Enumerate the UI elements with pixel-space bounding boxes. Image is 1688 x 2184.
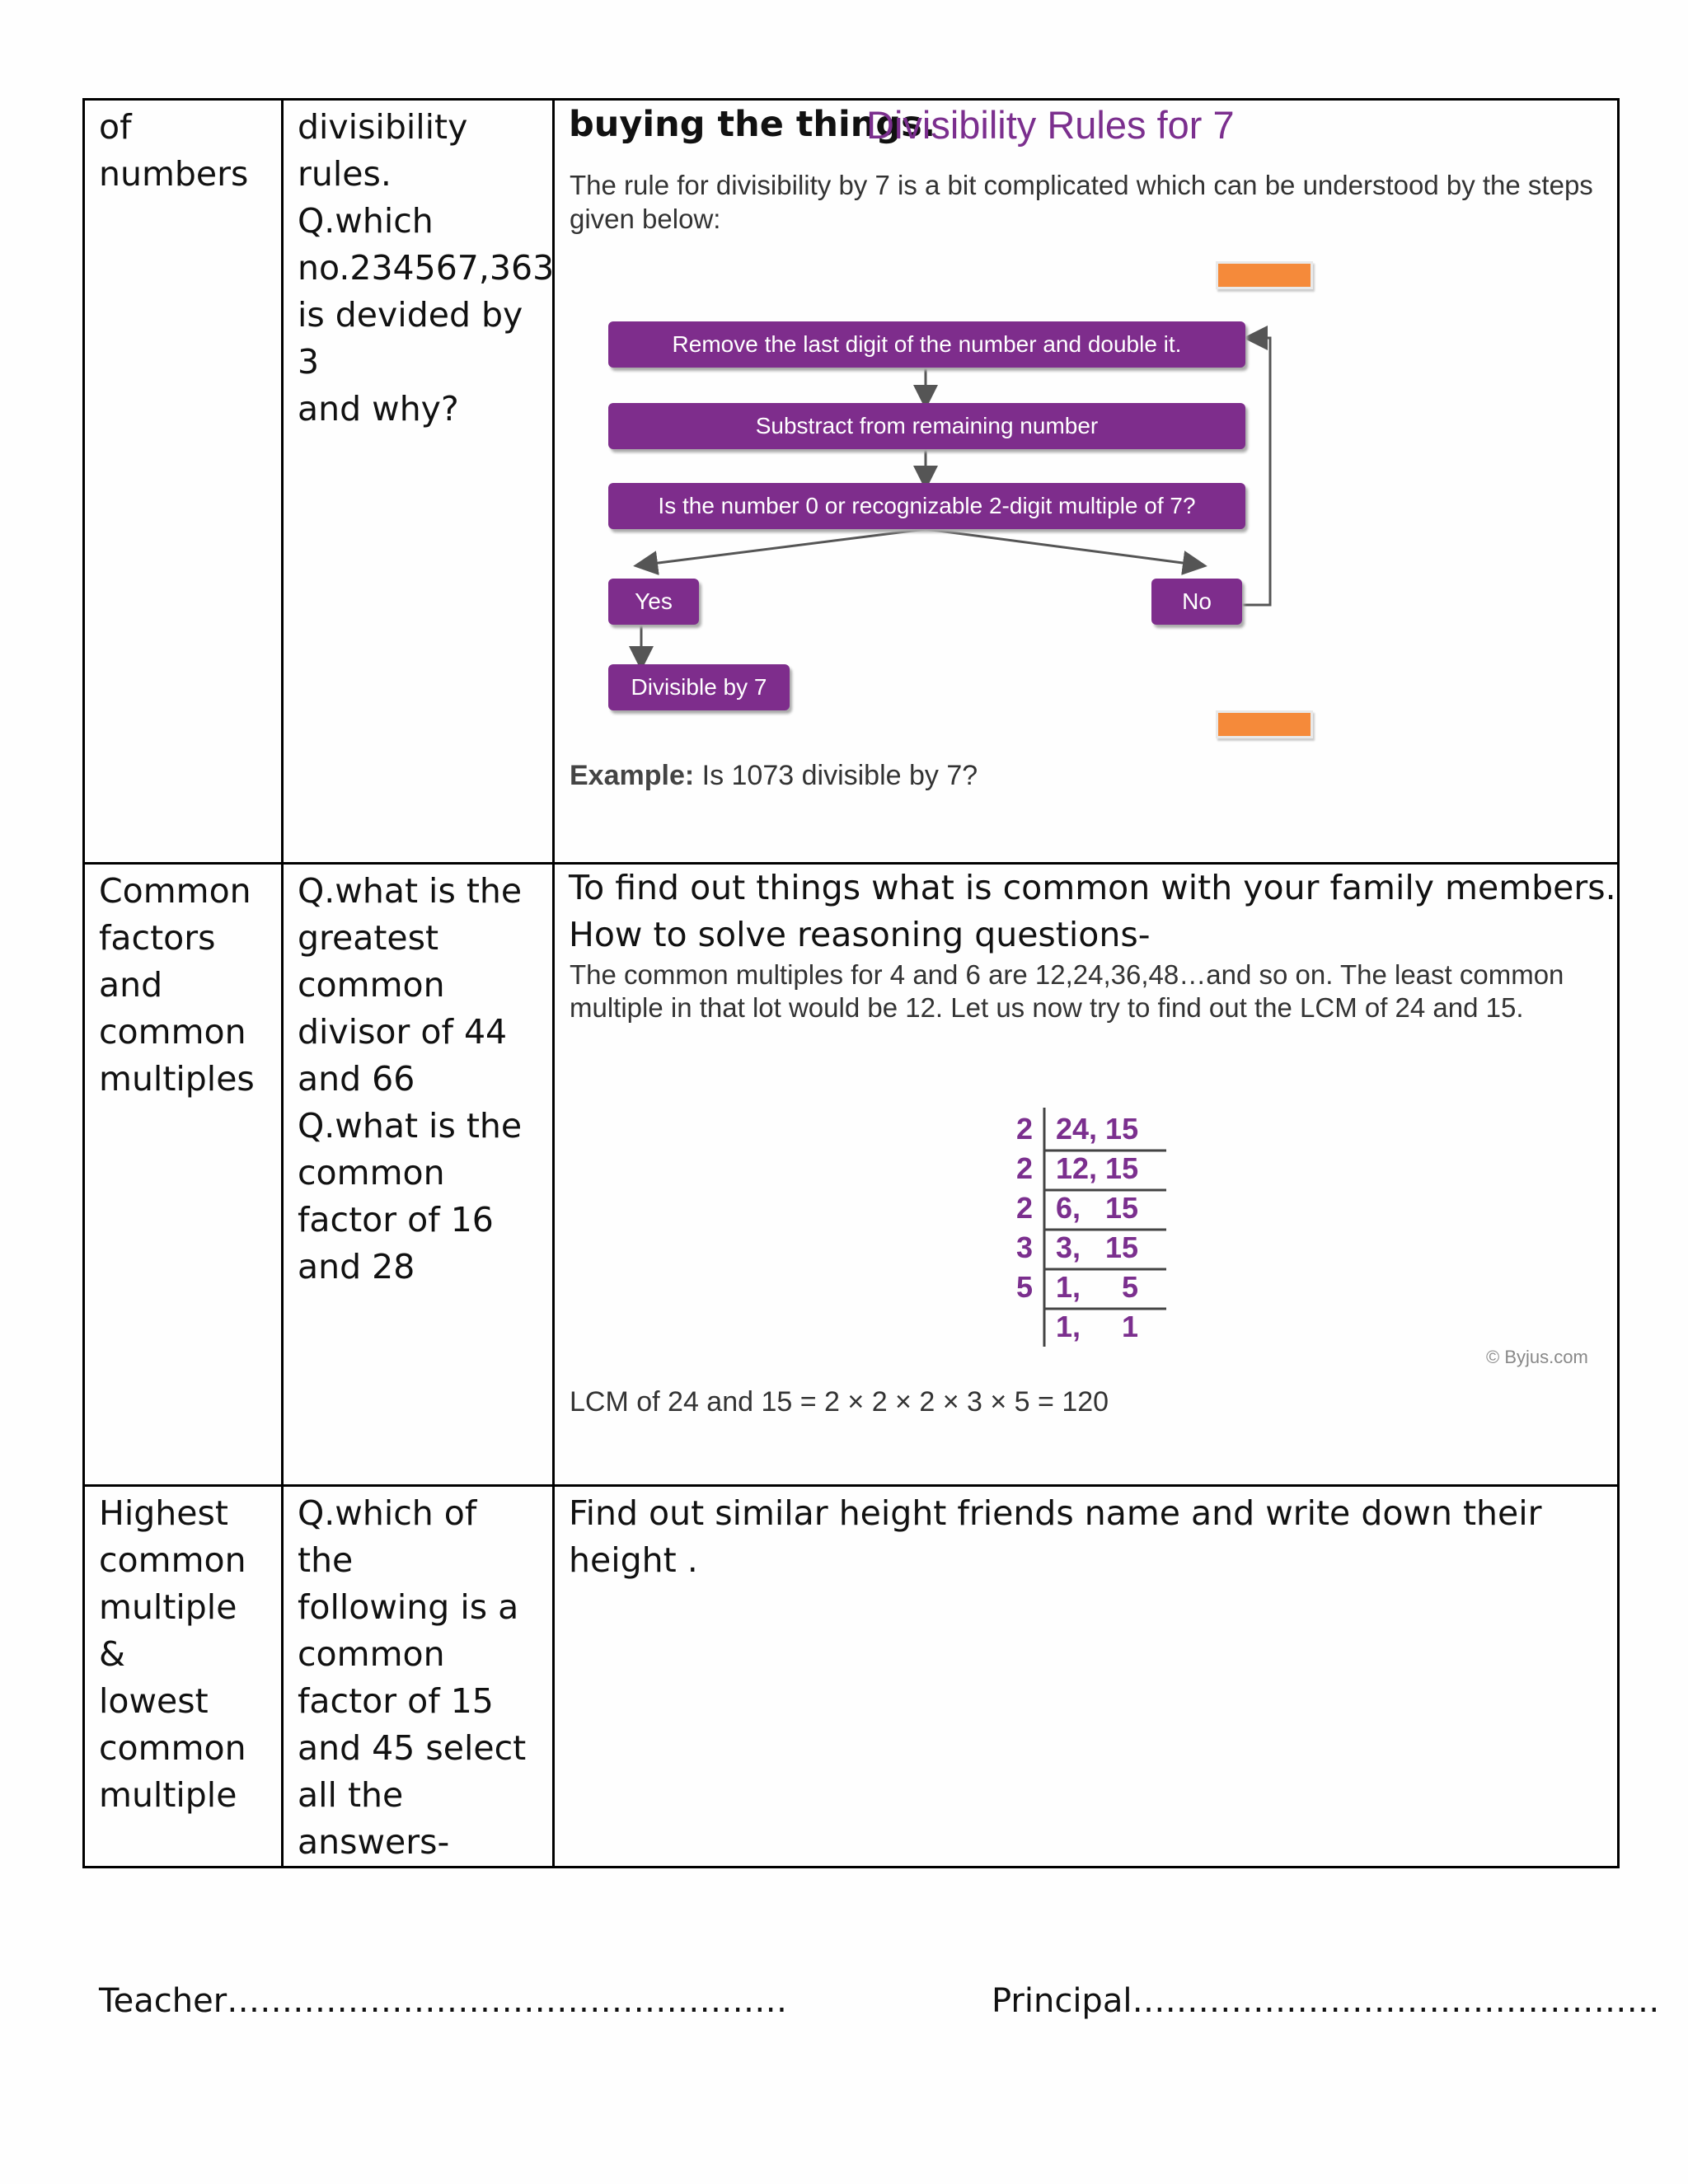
flow-result: Divisible by 7: [608, 664, 790, 710]
questions-text: divisibility rules. Q.which no.234567,363 is devided by 3 and why?: [298, 107, 555, 429]
quotient: 3, 15: [1056, 1230, 1139, 1264]
topic-cell: [84, 864, 283, 1486]
table-row: [84, 1486, 1619, 1868]
activity-bold-text: buying the things.: [569, 104, 936, 145]
table-row: [84, 100, 1619, 864]
topic-text: Highest common multiple & lowest common multiple: [99, 1493, 246, 1815]
activity-text: Find out similar height friends name and write down their height .: [569, 1493, 1542, 1580]
flow-yes: Yes: [608, 579, 699, 625]
topic-text: of numbers: [99, 107, 249, 194]
divisor: 5: [1016, 1270, 1034, 1304]
teacher-signature-line: Teacher……………………………………………: [99, 1982, 788, 2020]
quotient: 24, 15: [1056, 1112, 1139, 1146]
activity-cell: [554, 100, 1619, 864]
lcm-intro: The common multiples for 4 and 6 are 12,24,36,48…and so on. The least common multiple in that lot would be 12. Let us now try to find out the LCM of 24 and 15.: [570, 959, 1564, 1023]
topic-text: Common factors and common multiples: [99, 871, 255, 1099]
questions-text: Q.what is the greatest common divisor of 44 and 66 Q.what is the common factor of 16 and 28: [298, 871, 523, 1286]
questions-cell: [283, 1486, 554, 1868]
questions-cell: [283, 864, 554, 1486]
topic-cell: [84, 1486, 283, 1868]
principal-signature-line: Principal…………………………………………: [992, 1982, 1660, 2020]
activity-cell: [554, 1486, 1619, 1868]
image-credit: © Byjus.com: [1486, 1347, 1588, 1367]
example-text: Is 1073 divisible by 7?: [694, 760, 978, 791]
questions-cell: [283, 100, 554, 864]
lesson-plan-table: [82, 98, 1620, 1868]
rule-title: Divisibility Rules for 7: [866, 103, 1235, 147]
divisor: 2: [1016, 1112, 1034, 1146]
table-row: [84, 864, 1619, 1486]
example-label: Example:: [570, 760, 695, 791]
lcm-result: LCM of 24 and 15 = 2 × 2 × 2 × 3 × 5 = 120: [570, 1386, 1109, 1418]
activity-cell: [554, 864, 1619, 1486]
flow-step-subtract: Substract from remaining number: [608, 403, 1245, 449]
flow-step-check: Is the number 0 or recognizable 2-digit multiple of 7?: [608, 483, 1245, 529]
divisor: 2: [1016, 1151, 1034, 1185]
quotient: 1, 5: [1056, 1270, 1139, 1304]
topic-cell: [84, 100, 283, 864]
activity-text: To find out things what is common with your family members. How to solve reasoning questions-: [569, 868, 1616, 954]
questions-text: Q.which of the following is a common factor of 15 and 45 select all the answers-: [298, 1493, 527, 1862]
rule-intro: The rule for divisibility by 7 is a bit complicated which can be understood by the steps given below:: [570, 170, 1593, 234]
quotient: 6, 15: [1056, 1191, 1139, 1225]
divisor: 2: [1016, 1191, 1034, 1225]
flow-no: No: [1151, 579, 1242, 625]
flow-step-remove-digit: Remove the last digit of the number and double it.: [608, 321, 1245, 368]
quotient: 12, 15: [1056, 1151, 1139, 1185]
divisor: 3: [1016, 1230, 1034, 1264]
example-line: [570, 760, 978, 792]
quotient: 1, 1: [1056, 1310, 1139, 1343]
